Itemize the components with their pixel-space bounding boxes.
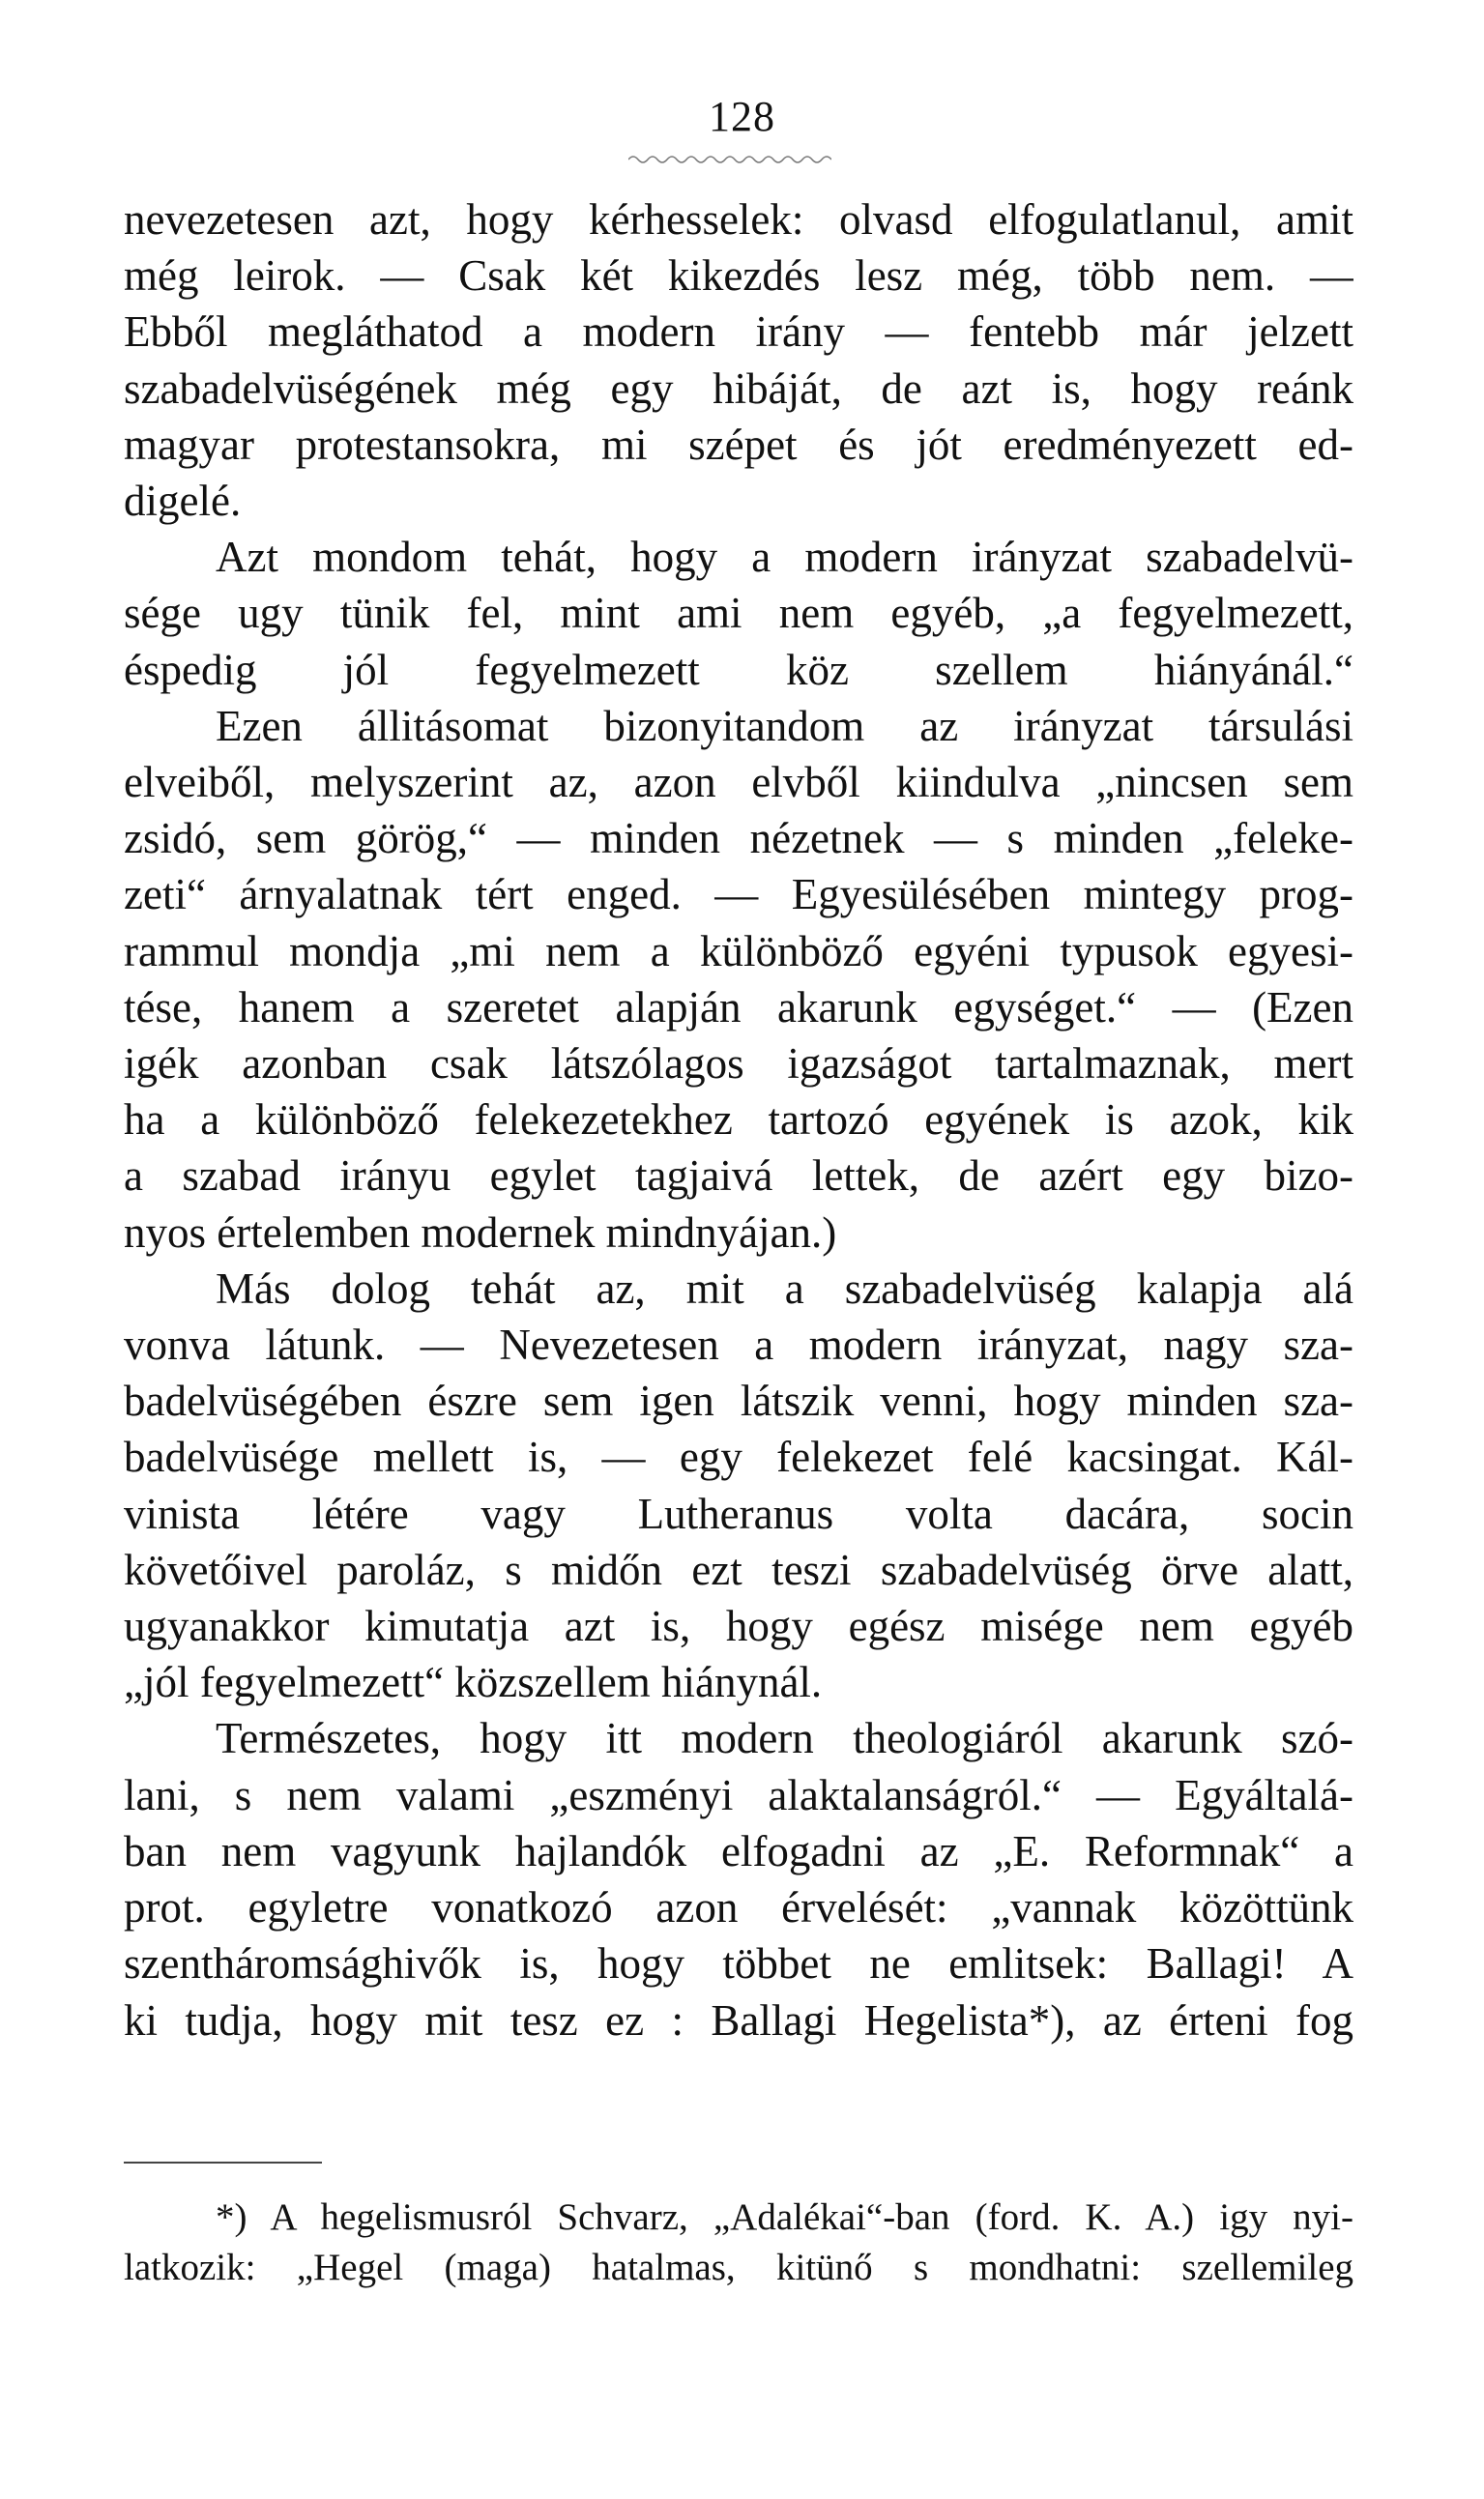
- text-line: vonva látunk. — Nevezetesen a modern irányzat, nagy sza-: [124, 1321, 1353, 1370]
- text-line: ban nem vagyunk hajlandók elfogadni az „E. Reformnak“ a: [124, 1826, 1353, 1875]
- text-line: szabadelvüségének még egy hibáját, de azt is, hogy reánk: [124, 363, 1353, 413]
- text-line: igék azonban csak látszólagos igazságot tartalmaznak, mert: [124, 1039, 1353, 1089]
- page-number: 128: [709, 93, 775, 140]
- text-line: sége ugy tünik fel, mint ami nem egyéb, „a fegyelmezett,: [124, 589, 1353, 638]
- text-line: követőivel paroláz, s midőn ezt teszi szabadelvüség örve alatt,: [124, 1545, 1353, 1594]
- text-line: magyar protestansokra, mi szépet és jót eredményezett ed-: [124, 420, 1353, 469]
- text-line: zsidó, sem görög,“ — minden nézetnek — s minden „feleke-: [124, 814, 1353, 863]
- decorative-wavy-rule: [628, 153, 831, 166]
- text-line: Ebből megláthatod a modern irány — fentebb már jelzett: [124, 307, 1353, 357]
- text-line: tése, hanem a szeretet alapján akarunk egységet.“ — (Ezen: [124, 982, 1353, 1032]
- text-line: badelvüsége mellett is, — egy felekezet felé kacsingat. Kál-: [124, 1433, 1353, 1482]
- text-line: nyos értelemben modernek mindnyájan.): [124, 1207, 837, 1257]
- text-line: rammul mondja „mi nem a különböző egyéni typusok egyesi-: [124, 926, 1353, 975]
- text-line: badelvüségében észre sem igen látszik venni, hogy minden sza-: [124, 1377, 1353, 1426]
- text-line: Azt mondom tehát, hogy a modern irányzat szabadelvü-: [216, 533, 1353, 582]
- text-line: Természetes, hogy itt modern theologiáról akarunk szó-: [216, 1714, 1353, 1763]
- text-line: ugyanakkor kimutatja azt is, hogy egész misége nem egyéb: [124, 1602, 1353, 1651]
- body-text: [124, 191, 1353, 2049]
- footnote-line: *) A hegelismusról Schvarz, „Adalékai“-ban (ford. K. A.) igy nyi-: [216, 2196, 1353, 2238]
- footnote-divider: [124, 2162, 322, 2164]
- text-line: „jól fegyelmezett“ közszellem hiánynál.: [124, 1658, 823, 1707]
- text-line: éspedig jól fegyelmezett köz szellem hiányánál.“: [124, 645, 1353, 694]
- text-line: zeti“ árnyalatnak tért enged. — Egyesülésében mintegy prog-: [124, 870, 1353, 919]
- footnote: [124, 2193, 1353, 2293]
- text-line: lani, s nem valami „eszményi alaktalanságról.“ — Egyáltalá-: [124, 1770, 1353, 1819]
- text-line: ki tudja, hogy mit tesz ez : Ballagi Hegelista*), az érteni fog: [124, 1995, 1353, 2045]
- text-line: ha a különböző felekezetekhez tartozó egyének is azok, kik: [124, 1095, 1353, 1145]
- text-line: nevezetesen azt, hogy kérhesselek: olvasd elfogulatlanul, amit: [124, 195, 1353, 244]
- text-line: a szabad irányu egylet tagjaivá lettek, de azért egy bizo-: [124, 1151, 1353, 1201]
- text-line: még leirok. — Csak két kikezdés lesz még, több nem. —: [124, 251, 1353, 301]
- text-line: elveiből, melyszerint az, azon elvből kiindulva „nincsen sem: [124, 758, 1353, 807]
- text-line: prot. egyletre vonatkozó azon érvelését: „vannak közöttünk: [124, 1883, 1353, 1932]
- text-line: vinista létére vagy Lutheranus volta dacára, socin: [124, 1489, 1353, 1538]
- footnote-line: latkozik: „Hegel (maga) hatalmas, kitünő s mondhatni: szellemileg: [124, 2247, 1353, 2288]
- text-line: digelé.: [124, 477, 242, 526]
- text-line: szentháromsághivők is, hogy többet ne emlitsek: Ballagi! A: [124, 1939, 1353, 1989]
- text-line: Ezen állitásomat bizonyitandom az irányzat társulási: [216, 701, 1353, 750]
- text-line: Más dolog tehát az, mit a szabadelvüség kalapja alá: [216, 1264, 1353, 1313]
